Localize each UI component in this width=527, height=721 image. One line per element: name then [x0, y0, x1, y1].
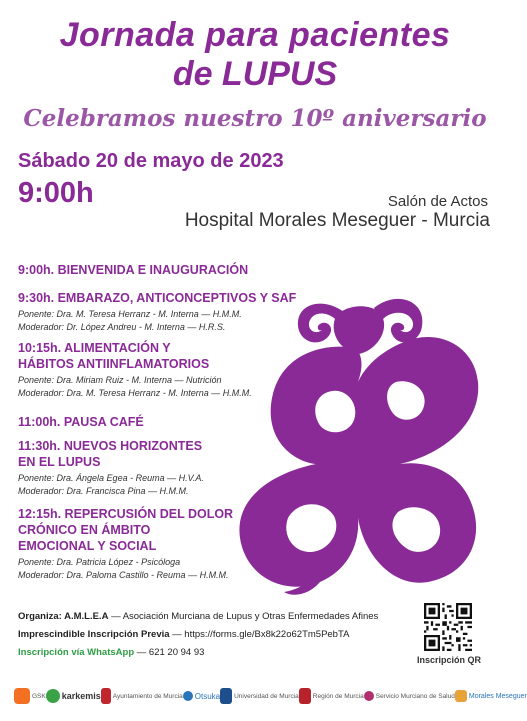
- sponsor-name: Morales Meseguer: [468, 692, 527, 700]
- sponsor-universidad-logo: [220, 688, 299, 704]
- event-title-line2: de LUPUS: [172, 55, 338, 93]
- session-speaker: Ponente: Dra. M. Teresa Herranz - M. Interna — H.M.M.: [18, 309, 242, 319]
- session-title: 9:30h. EMBARAZO, ANTICONCEPTIVOS Y SAF: [18, 291, 297, 305]
- footer-info: [18, 610, 398, 664]
- venue-place: Hospital Morales Meseguer - Murcia: [184, 210, 490, 231]
- session-title: 11:30h. NUEVOS HORIZONTES: [18, 439, 203, 453]
- sponsor-name: Servicio Murciano de Salud: [375, 692, 455, 700]
- venue-room: Salón de Actos: [387, 193, 488, 210]
- session-title: 11:00h. PAUSA CAFÉ: [18, 415, 144, 429]
- whatsapp-number[interactable]: — 621 20 94 93: [134, 647, 205, 658]
- session-speaker: Ponente: Dra. Patricia López - Psicóloga: [18, 557, 181, 567]
- event-title-line1: Jornada para pacientes: [59, 16, 451, 54]
- sponsor-name: Ayuntamiento de Murcia: [112, 692, 183, 700]
- sponsor-name: Otsuka: [194, 691, 221, 701]
- session-moderator: Moderador: Dra. Francisca Pina — H.M.M.: [18, 485, 189, 496]
- sponsor-sms-logo: [364, 691, 455, 701]
- sponsor-name: karkemis: [61, 691, 101, 701]
- registration-link[interactable]: — https://forms.gle/Bx8k22o62Tm5PebTA: [169, 629, 350, 640]
- whatsapp-line: [18, 646, 398, 659]
- sponsor-otsuka-logo: [183, 691, 220, 701]
- anniversary-subtitle: Celebramos nuestro 10º aniversario: [23, 105, 487, 132]
- whatsapp-label: Inscripción vía WhatsApp: [18, 647, 135, 658]
- session-title-cont: CRÓNICO EN ÁMBITO: [18, 523, 151, 537]
- program-item-welcome: [18, 262, 308, 278]
- session-moderator: Moderador: Dra. M. Teresa Herranz - M. Interna — H.M.M.: [18, 387, 252, 398]
- session-moderator: Moderador: Dr. López Andreu - M. Interna — H.R.S.: [18, 321, 226, 332]
- event-date: Sábado 20 de mayo de 2023: [18, 150, 284, 172]
- lupus-butterfly-logo: [224, 286, 494, 606]
- session-title: 12:15h. REPERCUSIÓN DEL DOLOR: [18, 507, 234, 521]
- session-title-cont: EMOCIONAL Y SOCIAL: [18, 539, 157, 553]
- session-title-cont: HÁBITOS ANTIINFLAMATORIOS: [18, 357, 210, 371]
- sponsor-logos: [14, 683, 527, 709]
- organizer-label: Organiza: A.M.L.E.A: [18, 611, 109, 622]
- sponsor-region-murcia-logo: [299, 688, 364, 704]
- session-speaker: Ponente: Dra. Miriam Ruiz - M. Interna — Nutrición: [18, 375, 222, 385]
- event-time: 9:00h: [18, 177, 94, 209]
- registration-line: [18, 628, 398, 641]
- sponsor-name: GSK: [32, 692, 46, 700]
- qr-label: Inscripción QR: [416, 655, 481, 665]
- session-speaker: Ponente: Dra. Ángela Egea - Reuma — H.V.A.: [18, 473, 204, 483]
- qr-code-icon[interactable]: [424, 603, 472, 651]
- organizer-line: [18, 610, 398, 623]
- session-title-cont: EN EL LUPUS: [18, 455, 101, 469]
- sponsor-ayuntamiento-logo: [101, 688, 183, 704]
- session-moderator: Moderador: Dra. Paloma Castillo - Reuma — H.M.M.: [18, 569, 229, 580]
- organizer-text: — Asociación Murciana de Lupus y Otras Enfermedades Afines: [108, 611, 379, 622]
- registration-label: Imprescindible Inscripción Previa: [18, 629, 170, 640]
- sponsor-karkemis-logo: [46, 689, 101, 703]
- sponsor-name: Región de Murcia: [312, 692, 364, 700]
- session-title: 10:15h. ALIMENTACIÓN Y: [18, 341, 171, 355]
- sponsor-name: Universidad de Murcia: [234, 692, 299, 700]
- session-title: 9:00h. BIENVENIDA E INAUGURACIÓN: [18, 263, 249, 277]
- sponsor-morales-meseguer-logo: [455, 690, 527, 702]
- sponsor-gsk-logo: [14, 688, 46, 704]
